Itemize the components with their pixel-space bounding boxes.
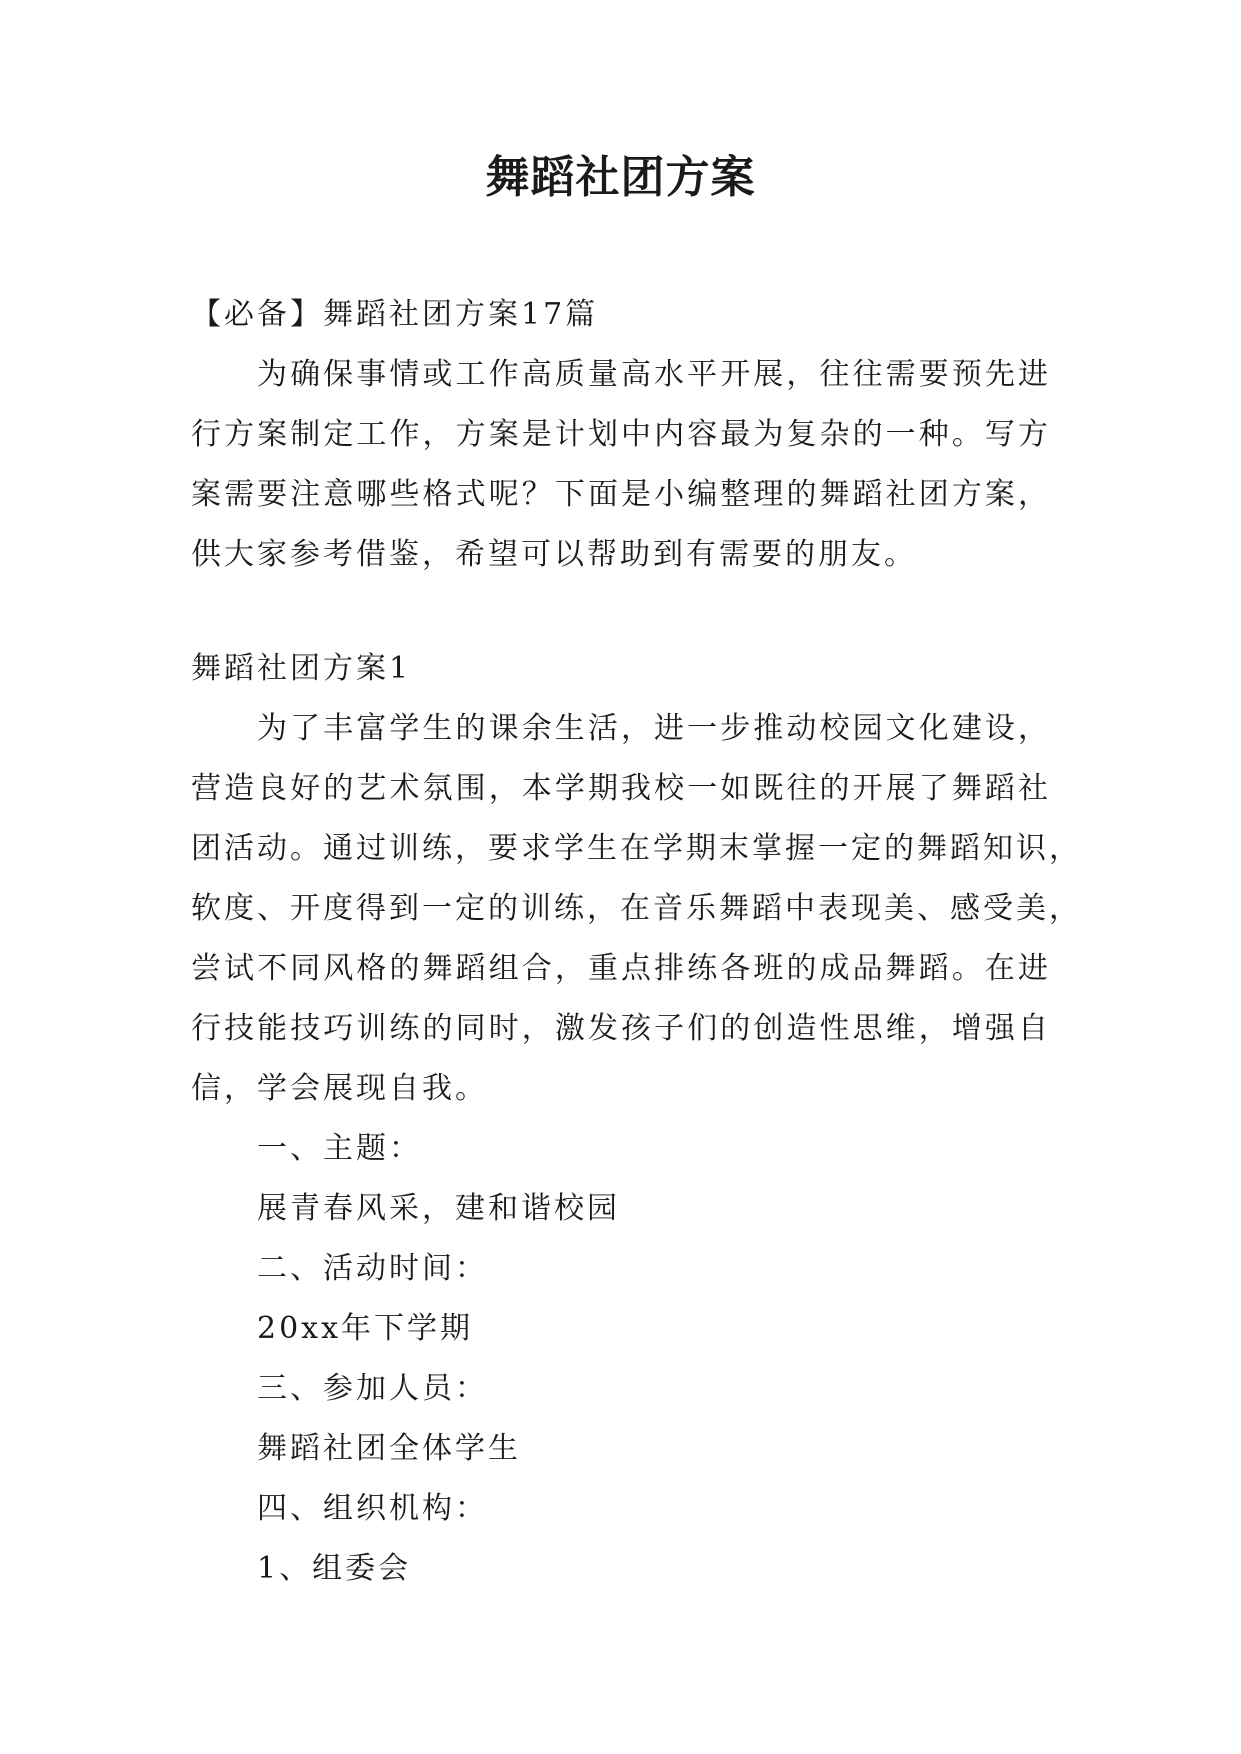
section-line: 软度、开度得到一定的训练，在音乐舞蹈中表现美、感受美， xyxy=(191,891,1082,926)
outline-item: 展青春风采，建和谐校园 xyxy=(257,1191,620,1226)
document-subtitle: 【必备】舞蹈社团方案17篇 xyxy=(191,297,599,332)
paragraph-gap xyxy=(191,585,1051,639)
section-line: 为了丰富学生的课余生活，进一步推动校园文化建设， xyxy=(257,711,1051,746)
intro-line: 为确保事情或工作高质量高水平开展，往往需要预先进 xyxy=(257,357,1051,392)
section-line: 行技能技巧训练的同时，激发孩子们的创造性思维，增强自 xyxy=(191,1011,1051,1046)
outline-item: 舞蹈社团全体学生 xyxy=(257,1431,521,1466)
outline-item: 20xx年下学期 xyxy=(257,1311,474,1346)
section-line: 信，学会展现自我。 xyxy=(191,1071,488,1106)
section-line: 尝试不同风格的舞蹈组合，重点排练各班的成品舞蹈。在进 xyxy=(191,951,1051,986)
intro-line: 供大家参考借鉴，希望可以帮助到有需要的朋友。 xyxy=(191,537,917,572)
intro-line: 案需要注意哪些格式呢？下面是小编整理的舞蹈社团方案， xyxy=(191,477,1051,512)
outline-heading: 二、活动时间： xyxy=(257,1251,488,1286)
document-body xyxy=(191,285,1082,1599)
outline-item: 1、组委会 xyxy=(257,1551,412,1586)
section-line: 团活动。通过训练，要求学生在学期末掌握一定的舞蹈知识， xyxy=(191,831,1082,866)
intro-line: 行方案制定工作，方案是计划中内容最为复杂的一种。写方 xyxy=(191,417,1051,452)
outline-heading: 四、组织机构： xyxy=(257,1491,488,1526)
outline-heading: 一、主题： xyxy=(257,1131,422,1166)
outline-heading: 三、参加人员： xyxy=(257,1371,488,1406)
section-line: 营造良好的艺术氛围，本学期我校一如既往的开展了舞蹈社 xyxy=(191,771,1051,806)
document-title: 舞蹈社团方案 xyxy=(485,152,756,203)
section-heading: 舞蹈社团方案1 xyxy=(191,651,412,686)
